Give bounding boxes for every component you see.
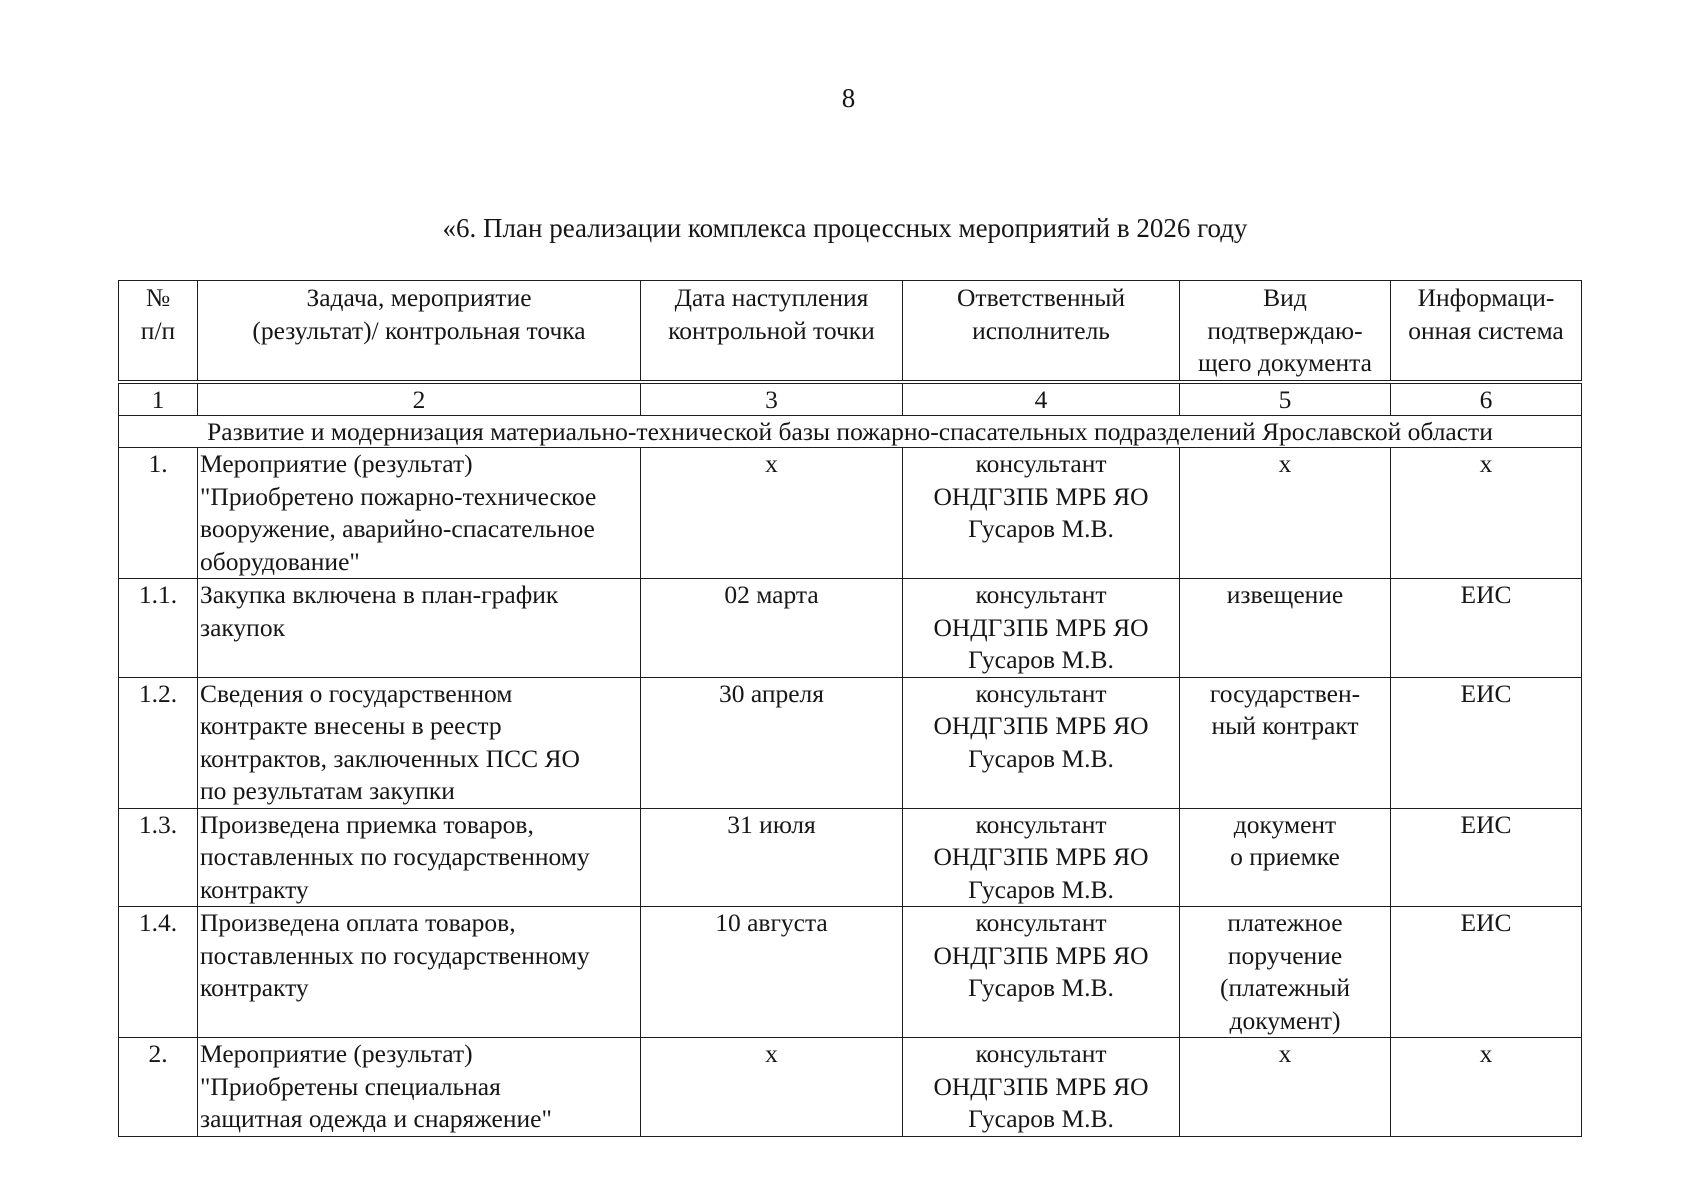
- cell-line: извещение: [1226, 580, 1344, 609]
- row-task: [198, 448, 641, 579]
- row-document: [1180, 808, 1391, 907]
- row-system: х: [1391, 1038, 1582, 1137]
- row-executor: [903, 808, 1180, 907]
- row-date: х: [641, 448, 903, 579]
- cell-line: ОНДГЗПБ МРБ ЯО: [933, 1071, 1149, 1101]
- row-system: ЕИС: [1391, 907, 1582, 1038]
- header-number: [119, 281, 198, 383]
- section-heading: Развитие и модернизация материально-технической базы пожарно-спасательных подразделений Ярославской области: [119, 416, 1582, 448]
- cell-line: консультант: [975, 1039, 1107, 1068]
- header-task: [198, 281, 641, 383]
- header-line: исполнитель: [972, 315, 1110, 345]
- cell-line: Гусаров М.В.: [968, 645, 1114, 674]
- cell-line: Гусаров М.В.: [968, 1104, 1114, 1133]
- cell-line: Гусаров М.В.: [968, 514, 1114, 543]
- cell-line: Мероприятие (результат): [200, 449, 473, 478]
- section-row: [119, 416, 1582, 448]
- header-line: онная система: [1408, 315, 1564, 345]
- cell-line: по результатам закупки: [200, 776, 455, 805]
- cell-line: ОНДГЗПБ МРБ ЯО: [933, 842, 1149, 871]
- cell-line: ОНДГЗПБ МРБ ЯО: [933, 711, 1149, 740]
- row-date: 10 августа: [641, 907, 903, 1038]
- page-number: 8: [841, 83, 856, 113]
- row-number: 1.4.: [119, 907, 198, 1038]
- cell-line: консультант: [975, 580, 1107, 609]
- row-executor: [903, 677, 1180, 808]
- cell-line: консультант: [975, 449, 1107, 478]
- cell-line: поручение: [1227, 940, 1343, 970]
- table-row: [119, 579, 1582, 678]
- table-row: [119, 907, 1582, 1038]
- row-executor: [903, 448, 1180, 579]
- row-document: [1180, 1038, 1391, 1137]
- cell-line: ОНДГЗПБ МРБ ЯО: [933, 612, 1149, 642]
- header-line: №: [145, 283, 171, 312]
- header-line: п/п: [140, 315, 176, 345]
- row-date: 02 марта: [641, 579, 903, 678]
- cell-line: консультант: [975, 809, 1107, 839]
- row-system: ЕИС: [1391, 579, 1582, 678]
- cell-line: защитная одежда и снаряжение": [200, 1104, 552, 1133]
- cell-line: контракту: [200, 973, 309, 1002]
- row-executor: [903, 907, 1180, 1038]
- header-system: [1391, 281, 1582, 383]
- header-executor: [903, 281, 1180, 383]
- cell-line: Гусаров М.В.: [968, 743, 1114, 773]
- cell-line: х: [1278, 1039, 1292, 1068]
- cell-line: вооружение, аварийно-спасательное: [200, 514, 595, 543]
- cell-line: ный контракт: [1211, 711, 1359, 740]
- table-row: [119, 1038, 1582, 1137]
- cell-line: контрактов, заключенных ПСС ЯО: [200, 743, 580, 773]
- row-number: 1.3.: [119, 808, 198, 907]
- column-number: 3: [641, 382, 903, 416]
- column-number: 6: [1391, 382, 1582, 416]
- row-system: ЕИС: [1391, 677, 1582, 808]
- header-line: подтверждаю-: [1207, 315, 1363, 345]
- cell-line: поставленных по государственному: [200, 842, 590, 871]
- cell-line: х: [1278, 449, 1292, 478]
- column-number: 1: [119, 382, 198, 416]
- header-line: контрольной точки: [668, 315, 875, 345]
- row-document: [1180, 448, 1391, 579]
- row-number: 1.: [119, 448, 198, 579]
- row-task: [198, 808, 641, 907]
- row-number: 2.: [119, 1038, 198, 1137]
- header-date: [641, 281, 903, 383]
- row-task: [198, 907, 641, 1038]
- row-task: [198, 1038, 641, 1137]
- cell-line: Закупка включена в план-график: [200, 580, 559, 609]
- cell-line: о приемке: [1230, 842, 1340, 871]
- row-document: [1180, 907, 1391, 1038]
- column-number: 5: [1180, 382, 1391, 416]
- cell-line: (платежный: [1219, 973, 1351, 1002]
- header-line: Дата наступления: [674, 283, 869, 312]
- cell-line: контракту: [200, 874, 309, 904]
- table-body: [119, 382, 1582, 1136]
- row-executor: [903, 1038, 1180, 1137]
- cell-line: контракте внесены в реестр: [200, 711, 502, 740]
- cell-line: "Приобретены специальная: [200, 1071, 501, 1101]
- row-system: ЕИС: [1391, 808, 1582, 907]
- cell-line: документ: [1233, 809, 1337, 839]
- header-line: Информаци-: [1417, 283, 1555, 312]
- header-line: (результат)/ контрольная точка: [252, 315, 586, 345]
- row-executor: [903, 579, 1180, 678]
- cell-line: Гусаров М.В.: [968, 874, 1114, 904]
- table-row: [119, 808, 1582, 907]
- cell-line: государствен-: [1209, 678, 1361, 708]
- cell-line: Произведена оплата товаров,: [200, 908, 516, 937]
- cell-line: ОНДГЗПБ МРБ ЯО: [933, 481, 1149, 511]
- row-date: х: [641, 1038, 903, 1137]
- cell-line: документ): [1229, 1005, 1341, 1035]
- table-row: [119, 448, 1582, 579]
- document-title: «6. План реализации комплекса процессных мероприятий в 2026 году: [442, 213, 1248, 243]
- header-document: [1180, 281, 1391, 383]
- cell-line: поставленных по государственному: [200, 940, 590, 970]
- cell-line: Произведена приемка товаров,: [200, 809, 534, 839]
- cell-line: консультант: [975, 908, 1107, 937]
- row-system: х: [1391, 448, 1582, 579]
- row-document: [1180, 677, 1391, 808]
- cell-line: ОНДГЗПБ МРБ ЯО: [933, 940, 1149, 970]
- cell-line: закупок: [200, 612, 285, 642]
- row-document: [1180, 579, 1391, 678]
- cell-line: "Приобретено пожарно-техническое: [200, 481, 597, 511]
- row-task: [198, 579, 641, 678]
- header-line: щего документа: [1198, 348, 1372, 377]
- row-date: 31 июля: [641, 808, 903, 907]
- cell-line: платежное: [1227, 908, 1343, 937]
- header-line: Вид: [1263, 283, 1307, 312]
- header-line: Ответственный: [957, 283, 1125, 312]
- plan-table: [118, 280, 1582, 1137]
- header-row: [119, 281, 1582, 383]
- row-task: [198, 677, 641, 808]
- row-date: 30 апреля: [641, 677, 903, 808]
- cell-line: Мероприятие (результат): [200, 1039, 473, 1068]
- column-number-row: [119, 382, 1582, 416]
- cell-line: оборудование": [200, 546, 360, 576]
- column-number: 2: [198, 382, 641, 416]
- cell-line: Гусаров М.В.: [968, 973, 1114, 1002]
- row-number: 1.1.: [119, 579, 198, 678]
- table-row: [119, 677, 1582, 808]
- column-number: 4: [903, 382, 1180, 416]
- header-line: Задача, мероприятие: [306, 283, 532, 312]
- row-number: 1.2.: [119, 677, 198, 808]
- cell-line: Сведения о государственном: [200, 678, 513, 708]
- cell-line: консультант: [975, 678, 1107, 708]
